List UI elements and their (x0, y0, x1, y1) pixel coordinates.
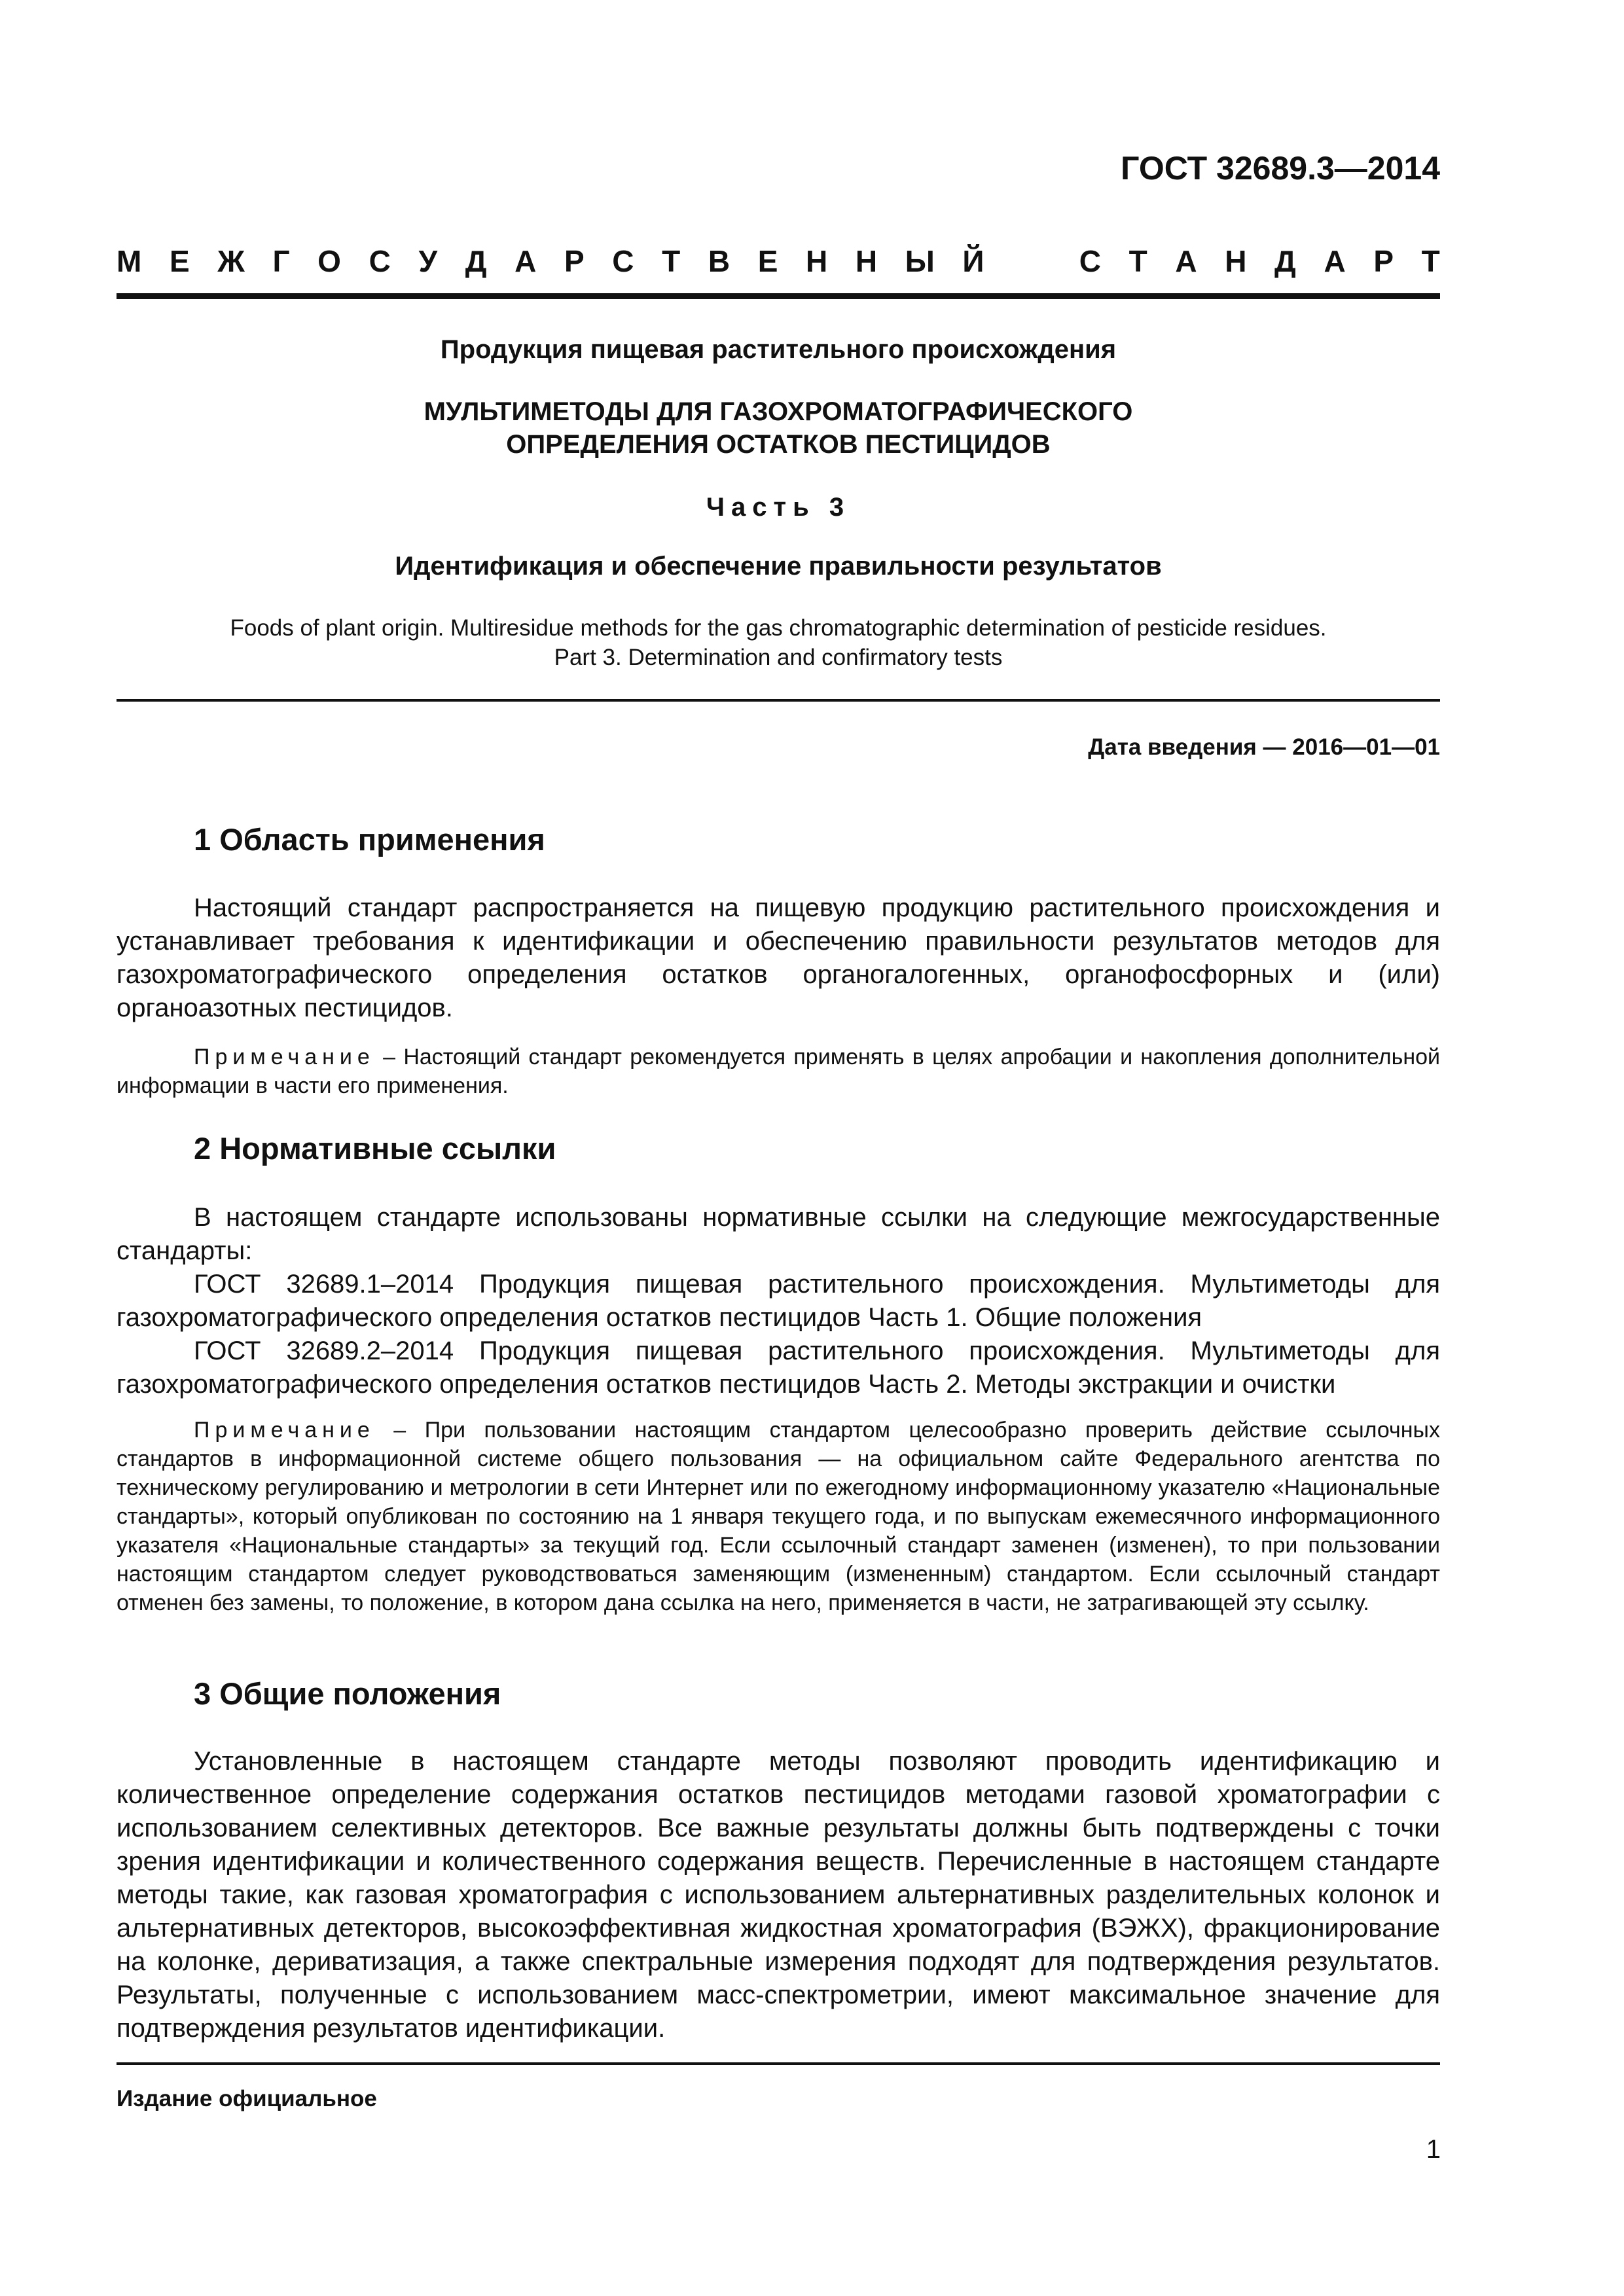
references-note (117, 1416, 1440, 1617)
banner-letter: Е (169, 244, 190, 278)
english-title-line2: Part 3. Determination and confirmatory tests (554, 645, 1003, 670)
banner-letter: Г (272, 244, 290, 278)
page-number: 1 (1426, 2135, 1441, 2164)
standard-code: ГОСТ 32689.3—2014 (1121, 150, 1440, 187)
section-heading-scope: 1 Область применения (194, 822, 545, 857)
document-body (117, 0, 1440, 2296)
banner-letter: Р (1373, 244, 1394, 278)
banner-letter: Д (1274, 244, 1296, 278)
banner-letter: Е (757, 244, 778, 278)
section-heading-references: 2 Нормативные ссылки (194, 1131, 556, 1166)
banner-letter: Ж (217, 244, 245, 278)
introduction-date: Дата введения — 2016—01—01 (1088, 734, 1440, 760)
note-label: Примечание (194, 1045, 375, 1069)
references-intro-text: В настоящем стандарте использованы нормативные ссылки на следующие межгосударственные стандарты: (117, 1203, 1440, 1265)
banner-letter: Н (855, 244, 878, 278)
main-title-line1: МУЛЬТИМЕТОДЫ ДЛЯ ГАЗОХРОМАТОГРАФИЧЕСКОГО (424, 397, 1133, 426)
banner-letter: Т (1128, 244, 1147, 278)
general-text: Установленные в настоящем стандарте методы позволяют проводить идентификацию и количественное определение содержания остатков пестицидов методами газовой хроматографии с использованием селективных детекторов. Все важные результаты должны быть подтверждены с точки зрения идентификации и количественного содержания веществ. Перечисленные в настоящем стандарте методы такие, как газовая хроматография с использованием альтернативных разделительных колонок и альтернативных детекторов, высокоэффективная жидкостная хроматография (ВЭЖХ), фракционирование на колонке, дериватизация, а также спектральные измерения подходят для подтверждения результатов. Результаты, полученные с использованием масс-спектрометрии, имеют максимальное значение для подтверждения результатов идентификации. (117, 1747, 1440, 2043)
banner-letter: М (117, 244, 142, 278)
note-text: – При пользовании настоящим стандартом целесообразно проверить действие ссылочных стандартов в информационной системе общего пользования — на официальном сайте Федерального агентства по техническому регулированию и метрологии в сети Интернет или по ежегодному информационному указателю «Национальные стандарты», который опубликован по состоянию на 1 января текущего года, и по выпускам ежемесячного информационного указателя «Национальные стандарты» за текущий год. Если ссылочный стандарт заменен (изменен), то при пользовании настоящим стандартом следует руководствоваться заменяющим (измененным) стандартом. Если ссылочный стандарт отменен без замены, то положение, в котором дана ссылка на него, применяется в части, не затрагивающей эту ссылку. (117, 1418, 1440, 1615)
footer-rule (117, 2062, 1440, 2065)
references-intro (117, 1201, 1440, 1268)
banner-letter: Р (564, 244, 585, 278)
section-heading-general: 3 Общие положения (194, 1676, 501, 1711)
banner-letter: О (317, 244, 341, 278)
banner-letter: А (1175, 244, 1197, 278)
banner-letter: А (514, 244, 537, 278)
official-edition-label: Издание официальное (117, 2086, 377, 2111)
banner-letter: Д (465, 244, 487, 278)
scope-note (117, 1043, 1440, 1100)
general-paragraph (117, 1745, 1440, 2045)
product-category: Продукция пищевая растительного происхождения (440, 335, 1117, 364)
scope-text: Настоящий стандарт распространяется на пищевую продукцию растительного происхождения и устанавливает требования к идентификации и обеспечению правильности результатов методов для газохроматографического определения остатков органогалогенных, органофосфорных и (или) органоазотных пестицидов. (117, 893, 1440, 1022)
note-text: – Настоящий стандарт рекомендуется применять в целях апробации и накопления дополнительной информации в части его применения. (117, 1045, 1440, 1098)
part-title: Идентификация и обеспечение правильности результатов (395, 552, 1162, 581)
scope-paragraph (117, 891, 1440, 1025)
banner-letter: Н (1225, 244, 1247, 278)
reference-item (117, 1335, 1440, 1401)
banner-letter: С (612, 244, 634, 278)
reference-item (117, 1268, 1440, 1335)
banner-letter: Т (1421, 244, 1440, 278)
banner-letter: У (418, 244, 438, 278)
part-number: Часть 3 (706, 493, 851, 522)
banner-letter: Й (962, 244, 984, 278)
banner-letter: Ы (905, 244, 935, 278)
banner-letter: С (369, 244, 391, 278)
main-title-line2: ОПРЕДЕЛЕНИЯ ОСТАТКОВ ПЕСТИЦИДОВ (506, 430, 1051, 459)
note-label: Примечание (194, 1418, 375, 1443)
banner-letter: Т (662, 244, 681, 278)
references-block (117, 1201, 1440, 1401)
banner-letter: С (1079, 244, 1101, 278)
banner-letter: Н (806, 244, 828, 278)
reference-2: ГОСТ 32689.2–2014 Продукция пищевая растительного происхождения. Мультиметоды для газохроматографического определения остатков пестицидов Часть 2. Методы экстракции и очистки (117, 1336, 1440, 1399)
english-title-line1: Foods of plant origin. Multiresidue methods for the gas chromatographic determination of pesticide residues. (230, 615, 1327, 641)
banner-letter: А (1324, 244, 1346, 278)
reference-1: ГОСТ 32689.1–2014 Продукция пищевая растительного происхождения. Мультиметоды для газохроматографического определения остатков пестицидов Часть 1. Общие положения (117, 1270, 1440, 1332)
banner-letter: В (708, 244, 731, 278)
